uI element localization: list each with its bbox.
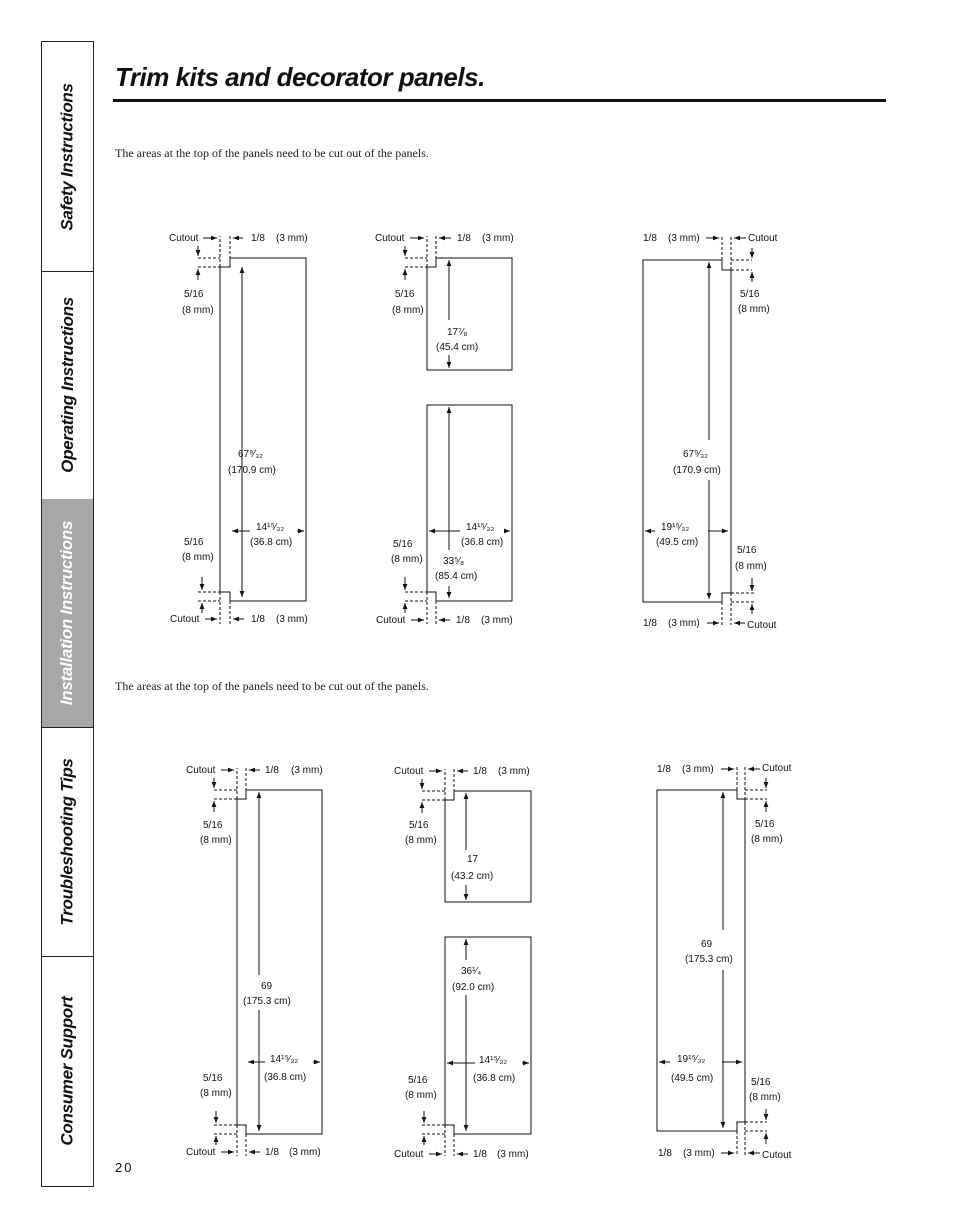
- cutout-label: Cutout: [762, 1150, 792, 1161]
- sixteenth-mm-label: (8 mm): [391, 554, 423, 565]
- diagram-r2-d2: [394, 766, 531, 1160]
- eighth-label: 1/8: [657, 764, 671, 775]
- tab-label: Troubleshooting Tips: [57, 757, 77, 926]
- cutout-label: Cutout: [375, 233, 405, 244]
- width-label: 19¹⁵⁄₃₂: [661, 522, 690, 533]
- sixteenth-label: 5/16: [203, 820, 223, 831]
- sixteenth-label: 5/16: [409, 820, 429, 831]
- eighth-label: 1/8: [456, 615, 470, 626]
- sixteenth-mm-label: (8 mm): [738, 304, 770, 315]
- height-cm-label: (45.4 cm): [436, 342, 479, 353]
- sixteenth-label: 5/16: [737, 545, 757, 556]
- height-label: 69: [701, 939, 713, 950]
- intro-text-2: The areas at the top of the panels need to be cut out of the panels.: [115, 679, 429, 693]
- height-cm-label: (85.4 cm): [435, 571, 478, 582]
- height-label: 69: [261, 981, 273, 992]
- panel-outline-top: [445, 791, 531, 902]
- page-title: Trim kits and decorator panels.: [115, 62, 485, 92]
- tab-label: Installation Instructions: [57, 520, 77, 706]
- cutout-label: Cutout: [394, 766, 424, 777]
- cutout-bottom: [214, 1125, 246, 1156]
- sixteenth-mm-label: (8 mm): [405, 1090, 437, 1101]
- cutout-label: Cutout: [186, 765, 216, 776]
- cutout-label: Cutout: [376, 615, 406, 626]
- eighth-label: 1/8: [251, 233, 265, 244]
- cutout-top: [422, 769, 454, 800]
- eighth-mm-label: (3 mm): [482, 233, 514, 244]
- cutout-top: [214, 768, 246, 799]
- eighth-label: 1/8: [265, 1147, 279, 1158]
- width-cm-label: (49.5 cm): [671, 1073, 714, 1084]
- sixteenth-label: 5/16: [751, 1077, 771, 1088]
- width-label: 14¹⁵⁄₃₂: [466, 522, 495, 533]
- sixteenth-label: 5/16: [408, 1075, 428, 1086]
- sixteenth-mm-label: (8 mm): [200, 835, 232, 846]
- sixteenth-mm-label: (8 mm): [182, 552, 214, 563]
- height-label: 33⁵⁄₈: [443, 556, 465, 567]
- panel-outline: [643, 260, 731, 602]
- width-cm-label: (36.8 cm): [461, 537, 504, 548]
- height-cm-label: (175.3 cm): [685, 954, 733, 965]
- cutout-label: Cutout: [186, 1147, 216, 1158]
- eighth-mm-label: (3 mm): [682, 764, 714, 775]
- sixteenth-label: 5/16: [203, 1073, 223, 1084]
- width-label: 14¹⁵⁄₃₂: [256, 522, 285, 533]
- height-label: 67⁹⁄₃₂: [683, 449, 709, 460]
- eighth-mm-label: (3 mm): [497, 1149, 529, 1160]
- tab-label: Safety Instructions: [57, 82, 77, 231]
- panel-outline-top: [427, 258, 512, 370]
- cutout-bottom: [422, 1125, 454, 1156]
- diagram-r1-d1: [169, 233, 308, 625]
- height-label: 36¹⁄₄: [461, 966, 482, 977]
- eighth-label: 1/8: [457, 233, 471, 244]
- sixteenth-label: 5/16: [740, 289, 760, 300]
- sixteenth-mm-label: (8 mm): [749, 1092, 781, 1103]
- height-label: 17: [467, 854, 479, 865]
- height-label: 17⁷⁄₈: [447, 327, 468, 338]
- intro-text-1: The areas at the top of the panels need to be cut out of the panels.: [115, 146, 429, 160]
- panel-outline-bottom: [445, 937, 531, 1134]
- height-cm-label: (170.9 cm): [673, 465, 721, 476]
- sixteenth-mm-label: (8 mm): [392, 305, 424, 316]
- cutout-label: Cutout: [747, 620, 777, 631]
- eighth-mm-label: (3 mm): [289, 1147, 321, 1158]
- width-cm-label: (36.8 cm): [250, 537, 293, 548]
- cutout-top: [198, 236, 230, 267]
- width-label: 14¹⁵⁄₃₂: [479, 1055, 508, 1066]
- tab-label: Consumer Support: [57, 996, 77, 1146]
- eighth-mm-label: (3 mm): [291, 765, 323, 776]
- sixteenth-label: 5/16: [393, 539, 413, 550]
- sixteenth-mm-label: (8 mm): [405, 835, 437, 846]
- sixteenth-label: 5/16: [184, 289, 204, 300]
- height-label: 67⁹⁄₃₂: [238, 449, 264, 460]
- diagram-r1-d3: [643, 233, 778, 631]
- eighth-mm-label: (3 mm): [683, 1148, 715, 1159]
- panel-outline: [220, 258, 306, 601]
- width-cm-label: (49.5 cm): [656, 537, 699, 548]
- eighth-mm-label: (3 mm): [498, 766, 530, 777]
- tab-label: Operating Instructions: [57, 297, 77, 473]
- cutout-label: Cutout: [394, 1149, 424, 1160]
- eighth-mm-label: (3 mm): [668, 233, 700, 244]
- eighth-label: 1/8: [251, 614, 265, 625]
- height-cm-label: (175.3 cm): [243, 996, 291, 1007]
- eighth-mm-label: (3 mm): [481, 615, 513, 626]
- width-cm-label: (36.8 cm): [264, 1072, 307, 1083]
- sixteenth-label: 5/16: [395, 289, 415, 300]
- diagram-r2-d1: [186, 765, 323, 1158]
- eighth-label: 1/8: [473, 1149, 487, 1160]
- eighth-label: 1/8: [658, 1148, 672, 1159]
- sixteenth-label: 5/16: [184, 537, 204, 548]
- cutout-label: Cutout: [169, 233, 199, 244]
- eighth-mm-label: (3 mm): [668, 618, 700, 629]
- sixteenth-mm-label: (8 mm): [735, 561, 767, 572]
- width-cm-label: (36.8 cm): [473, 1073, 516, 1084]
- sixteenth-label: 5/16: [755, 819, 775, 830]
- eighth-mm-label: (3 mm): [276, 614, 308, 625]
- cutout-label: Cutout: [748, 233, 778, 244]
- sixteenth-mm-label: (8 mm): [751, 834, 783, 845]
- sixteenth-mm-label: (8 mm): [200, 1088, 232, 1099]
- eighth-label: 1/8: [643, 618, 657, 629]
- page-number: 20: [115, 1160, 134, 1175]
- height-cm-label: (170.9 cm): [228, 465, 276, 476]
- sixteenth-mm-label: (8 mm): [182, 305, 214, 316]
- height-cm-label: (43.2 cm): [451, 871, 494, 882]
- cutout-bottom: [405, 592, 436, 624]
- cutout-label: Cutout: [762, 763, 792, 774]
- eighth-label: 1/8: [643, 233, 657, 244]
- width-label: 14¹⁵⁄₃₂: [270, 1054, 299, 1065]
- eighth-label: 1/8: [473, 766, 487, 777]
- eighth-mm-label: (3 mm): [276, 233, 308, 244]
- cutout-top: [405, 236, 436, 267]
- width-label: 19¹⁵⁄₃₂: [677, 1054, 706, 1065]
- cutout-label: Cutout: [170, 614, 200, 625]
- eighth-label: 1/8: [265, 765, 279, 776]
- height-cm-label: (92.0 cm): [452, 982, 495, 993]
- diagram-r1-d2: [375, 233, 514, 626]
- diagram-r2-d3: [657, 763, 792, 1161]
